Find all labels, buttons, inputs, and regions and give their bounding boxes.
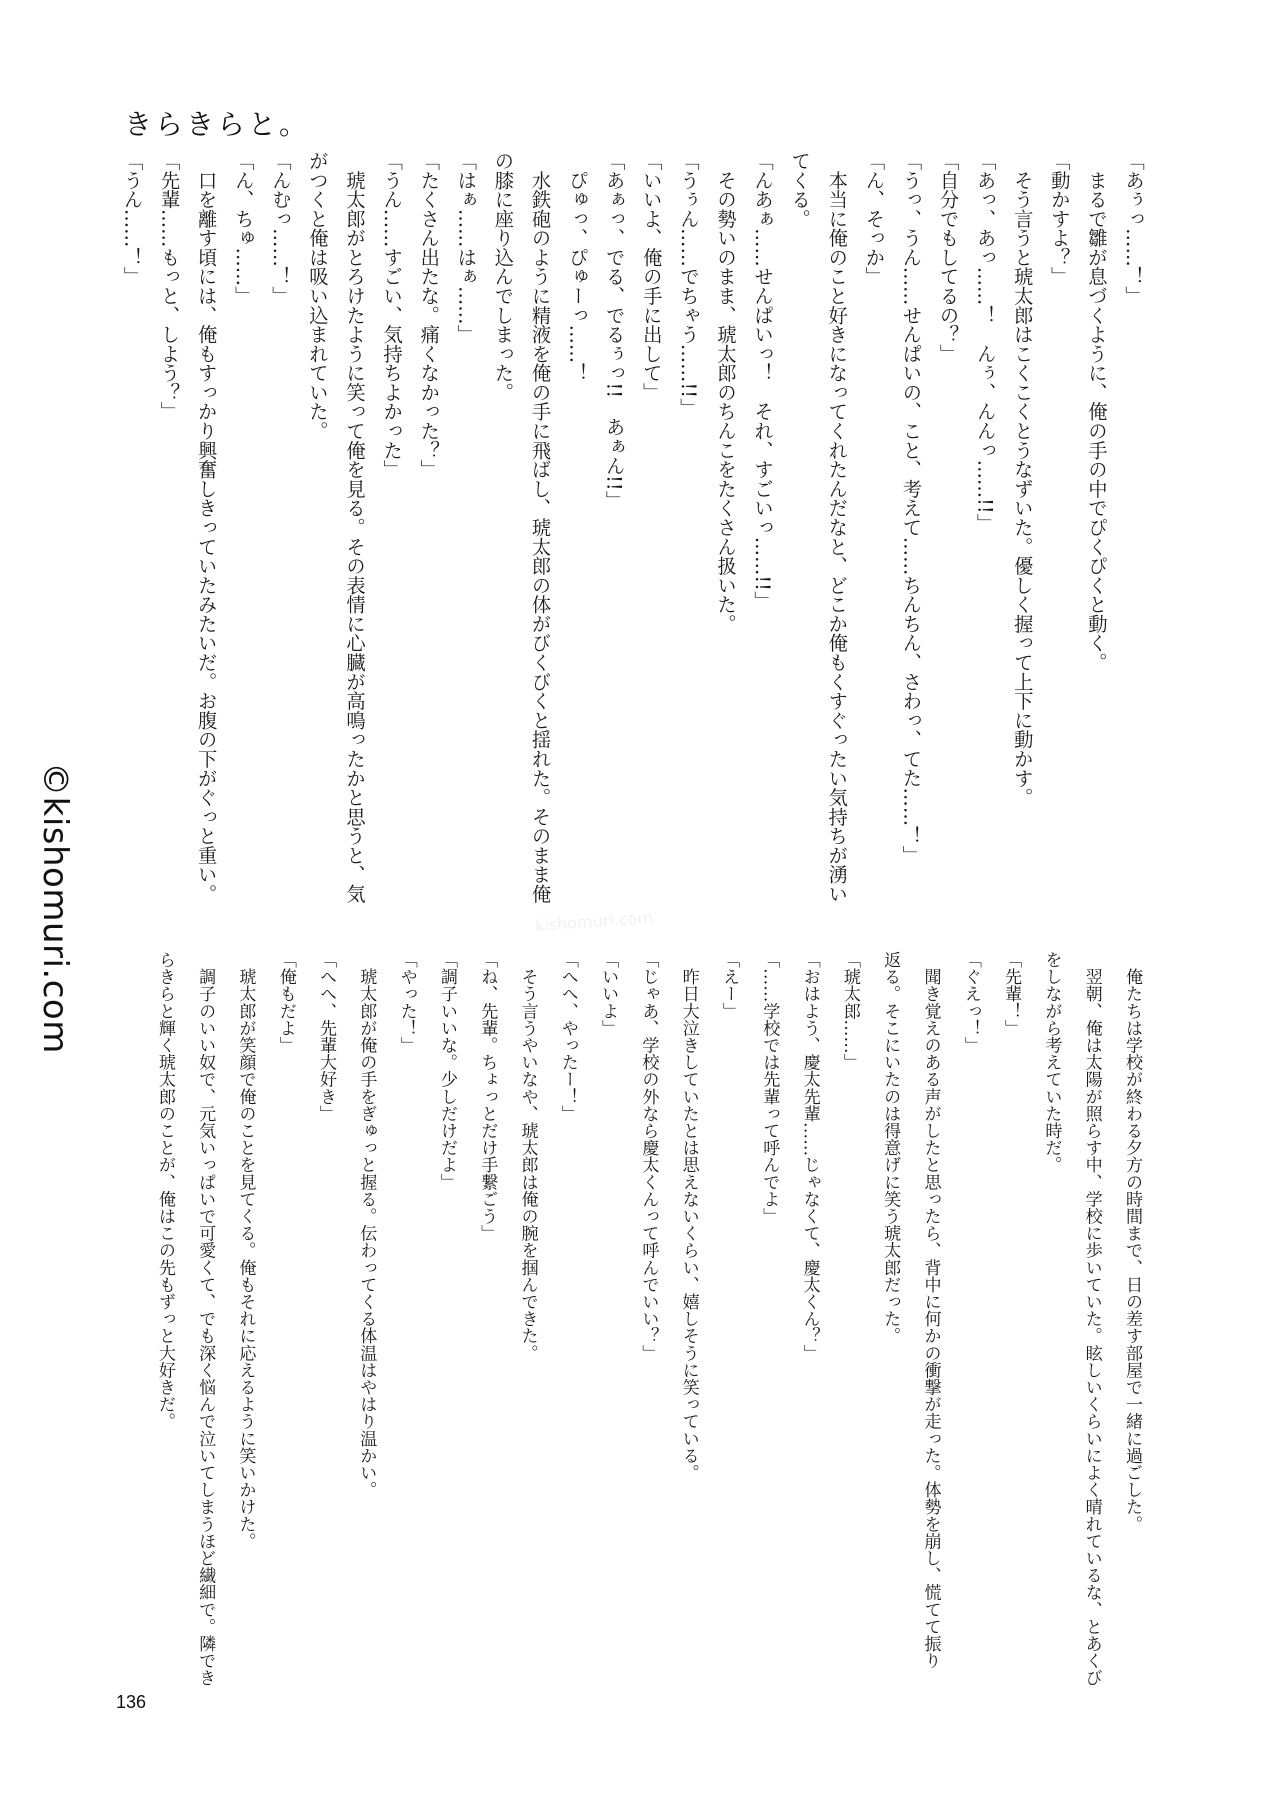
text-column: 「んあぁ……せんぱいっ！ それ、すごいっ……!!」: [751, 151, 775, 611]
text-column: てくる。: [788, 151, 812, 229]
text-column: をしながら考えていた時だ。: [1041, 951, 1062, 1174]
text-column: 「あっ、あっ……！ んぅ、んんっ……!!」: [973, 151, 997, 533]
text-column: 「動かすよ？」: [1047, 151, 1071, 287]
text-column: 「じゃあ、学校の外なら慶太くんって呼んでいい？」: [638, 951, 659, 1362]
text-column: 「うん……すごい、気持ちよかった」: [380, 151, 404, 479]
text-column: 「……学校では先輩って呼んでよ」: [759, 951, 780, 1225]
text-column: 返る。そこにいたのは得意げに笑う琥太郎だった。: [880, 951, 901, 1345]
text-column: 水鉄砲のように精液を俺の手に飛ばし、琥太郎の体がびくびくと揺れた。そのまま俺: [528, 151, 552, 904]
text-column: 「はぁ……はぁ……」: [454, 151, 478, 344]
text-column: 「へへ、やったー！」: [557, 951, 578, 1122]
text-column: 「ん、そっか」: [862, 151, 886, 287]
text-column: 「あぅっ……！」: [1122, 151, 1145, 306]
text-column: そう言うと琥太郎はこくこくとうなずいた。優しく握って上下に動かす。: [1010, 151, 1034, 807]
text-column: 本当に俺のこと好きになってくれたんだなと、どこか俺もくすぐったい気持ちが湧い: [825, 151, 849, 904]
page-number: 136: [116, 1692, 147, 1712]
text-column: がつくと俺は吸い込まれていた。: [305, 151, 329, 441]
text-column: らきらと輝く琥太郎のことが、俺はこの先もずっと大好きだ。: [154, 951, 175, 1430]
faint-watermark: kishomuri.com: [534, 907, 654, 936]
text-column: 「たくさん出たな。痛くなかった？」: [417, 151, 441, 479]
text-column: 「いいよ」: [598, 951, 619, 1037]
text-column: 「おはよう、慶太先輩……じゃなくて、慶太くん？」: [799, 951, 820, 1362]
text-block-bottom: [145, 951, 1152, 1688]
text-column: 口を離す頃には、俺もすっかり興奮しきっていたみたいだ。お腹の下がぐっと重い。: [194, 151, 218, 904]
text-column: 「うっ、うん……せんぱいの、こと、考えて……ちんちん、さわっ、てた……！」: [899, 151, 923, 865]
text-column: 「やった！」: [396, 951, 417, 1054]
text-column: 「琥太郎……」: [839, 951, 860, 1071]
text-column: 「ん、ちゅ……」: [231, 151, 255, 306]
text-column: 「うぅん……でちゃう……!!」: [676, 151, 700, 418]
text-column: 「先輩……もっと、しよう？」: [157, 151, 181, 422]
text-column: 「んむっ……！」: [268, 151, 292, 306]
text-column: 「自分でもしてるの？」: [936, 151, 960, 364]
watermark: ©kishomuri.com: [35, 762, 75, 1054]
text-column: 翌朝、俺は太陽が照らす中、学校に歩いていた。眩しいくらいによく晴れているな、とあくび: [1081, 951, 1102, 1687]
text-column: 調子のいい奴で、元気いっぱいで可愛くて、でも深く悩んで泣いてしまうほど繊細で。隣でき: [195, 951, 216, 1687]
text-column: 「調子いいな。少しだけだよ」: [436, 951, 457, 1191]
text-column: 「ね、先輩。ちょっとだけ手繋ごう」: [477, 951, 498, 1242]
chapter-title: きらきらと。: [124, 107, 311, 141]
text-column: 「あぁっ、でる、でるぅっ!! あぁん!!」: [602, 151, 626, 510]
text-column: 「ぐえっ！」: [960, 951, 981, 1054]
text-column: 「いいよ、俺の手に出して」: [639, 151, 663, 402]
text-column: そう言うやいなや、琥太郎は俺の腕を掴んできた。: [517, 951, 538, 1362]
text-column: 聞き覚えのある声がしたと思ったら、背中に何かの衝撃が走った。体勢を崩し、慌てて振り: [920, 951, 941, 1670]
text-column: 俺たちは学校が終わる夕方の時間まで、日の差す部屋で一緒に過ごした。: [1122, 951, 1142, 1533]
text-column: 琥太郎がとろけたように笑って俺を見る。その表情に心臓が高鳴ったかと思うと、気: [343, 151, 367, 904]
text-column: 琥太郎が笑顔で俺のことを見てくる。俺もそれに応えるように笑いかけた。: [235, 951, 256, 1550]
text-block-top: [113, 151, 1152, 904]
text-column: 「へへ、先輩大好き」: [316, 951, 337, 1122]
text-column: 「うん……！」: [120, 151, 144, 287]
text-column: 「俺もだよ」: [275, 951, 296, 1054]
text-column: 「えー」: [719, 951, 740, 1020]
text-column: ぴゅっ、ぴゅーっ……！: [565, 151, 589, 383]
text-column: 琥太郎が俺の手をぎゅっと握る。伝わってくる体温はやはり温かい。: [356, 951, 377, 1499]
text-column: その勢いのまま、琥太郎のちんこをたくさん扱いた。: [713, 151, 737, 634]
text-column: の膝に座り込んでしまった。: [491, 151, 515, 402]
text-column: 「先輩！」: [1001, 951, 1022, 1037]
text-column: 昨日大泣きしていたとは思えないくらい、嬉しそうに笑っている。: [678, 951, 699, 1482]
text-column: まるで雛が息づくように、俺の手の中でぴくぴくと動く。: [1084, 151, 1108, 672]
